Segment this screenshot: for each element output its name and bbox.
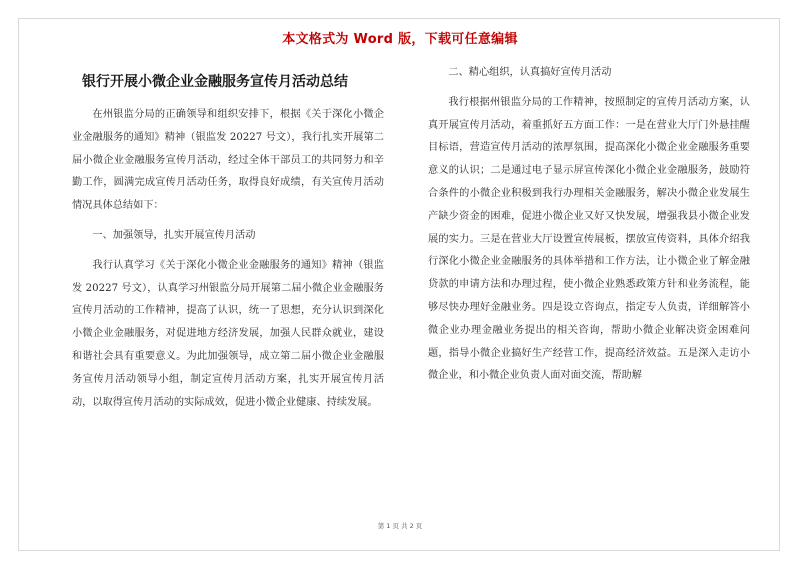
page-number-footer: 第 1 页 共 2 页: [377, 522, 423, 530]
right-column: [428, 62, 750, 395]
section-heading-1: 一、加强领导，扎实开展宣传月活动: [92, 229, 256, 241]
section-1-paragraph: 我行认真学习《关于深化小微企业金融服务的通知》精神（银监发 20227 号文），认真学习州银监分局开展第二届小微企业金融服务宣传月活动的工作精神，提高了认识，统一了思想，充分认识到深化小微企业金融服务，对促进地方经济发展，加强人民群众就业，建设和谐社会具有重要意义。为此加强领导，成立第二届小微企业金融服务宣传月活动领导小组，制定宣传月活动方案，扎实开展宣传月活动，以取得宣传月活动的实际成效，促进小微企业健康、持续发展。: [72, 259, 384, 408]
intro-paragraph: 在州银监分局的正确领导和组织安排下，根据《关于深化小微企业金融服务的通知》精神（银监发 20227 号文），我行扎实开展第二届小微企业金融服务宣传月活动，经过全体干部员工的共同努力和辛勤工作，圆满完成宣传月活动任务，取得良好成绩，有关宣传月活动情况具体总结如下：: [72, 109, 384, 212]
left-column: [72, 70, 384, 421]
document-title: 银行开展小微企业金融服务宣传月活动总结: [82, 74, 348, 90]
word-version-banner: 本文格式为 Word 版，下载可任意编辑: [282, 32, 518, 47]
section-2-paragraph: 我行根据州银监分局的工作精神，按照制定的宣传月活动方案，认真开展宣传月活动，着重抓好五方面工作：一是在营业大厅门外悬挂醒目标语，营造宣传月活动的浓厚氛围，提高深化小微企业金融服务重要意义的认识；二是通过电子显示屏宣传深化小微企业金融服务，鼓励符合条件的小微企业积极到我行办理相关金融服务，解决小微企业发展生产缺少资金的困难，促进小微企业又好又快发展，增强我县小微企业发展的实力。三是在营业大厅设置宣传展板，摆放宣传资料，具体介绍我行深化小微企业金融服务的具体举措和工作方法，让小微企业了解金融贷款的申请方法和办理过程，使小微企业熟悉政策方针和业务流程，能够尽快办理好金融业务。四是设立咨询点，指定专人负责，详细解答小微企业办理金融业务提出的相关咨询，帮助小微企业解决资金困难问题，指导小微企业搞好生产经营工作，提高经济效益。五是深入走访小微企业，和小微企业负责人面对面交流，帮助解: [428, 96, 750, 382]
section-heading-2: 二、精心组织，认真搞好宣传月活动: [448, 67, 612, 78]
